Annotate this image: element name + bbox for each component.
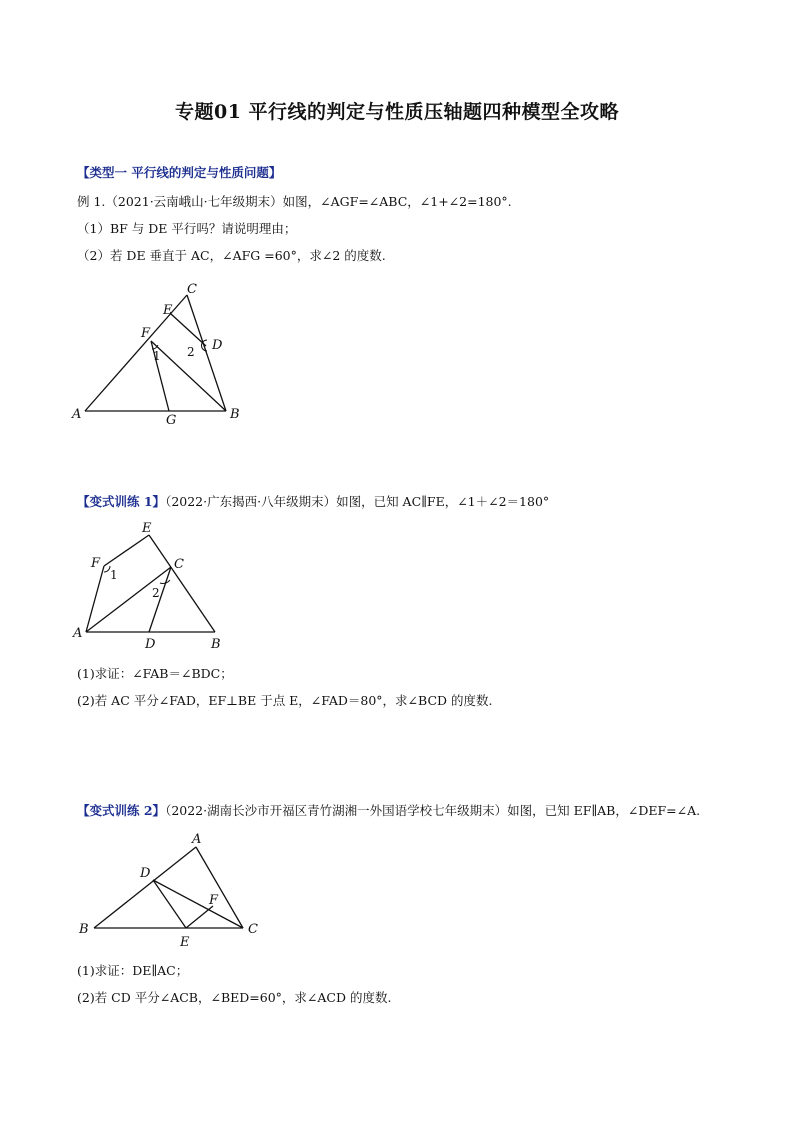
fig2-label-F: F — [91, 556, 101, 571]
figure-1 — [71, 282, 240, 428]
fig3-label-F: F — [209, 893, 219, 908]
fig2-angle-1: 1 — [110, 568, 118, 582]
fig1-label-C: C — [187, 282, 197, 297]
fig2-label-D: D — [145, 637, 156, 652]
fig3-label-D: D — [140, 866, 151, 881]
fig1-label-D: D — [212, 338, 223, 353]
variant1-statement — [77, 492, 549, 510]
variant2-tag: 【变式训练 2】 — [77, 803, 166, 818]
fig1-angle-1: 1 — [153, 349, 161, 363]
fig1-label-E: E — [163, 303, 173, 318]
fig1-label-A: A — [72, 407, 82, 422]
fig2-label-B: B — [211, 637, 221, 652]
fig2-label-C: C — [174, 557, 184, 572]
fig1-angle-2: 2 — [187, 345, 195, 359]
variant1-question1: (1)求证：∠FAB＝∠BDC； — [77, 666, 233, 681]
figure-3 — [78, 832, 258, 950]
variant2-statement — [77, 801, 700, 819]
fig2-label-E: E — [142, 521, 152, 536]
variant1-tag: 【变式训练 1】 — [77, 494, 166, 509]
fig1-label-F: F — [141, 326, 151, 341]
variant2-text: （2022·湖南长沙市开福区青竹湖湘一外国语学校七年级期末）如图，已知 EF∥AB，∠DEF=∠A. — [165, 803, 701, 818]
fig3-label-E: E — [180, 935, 190, 950]
fig1-label-B: B — [230, 407, 240, 422]
fig2-angle-2: 2 — [152, 586, 160, 600]
fig2-label-A: A — [73, 626, 83, 641]
fig1-label-G: G — [166, 413, 177, 428]
variant1-text: （2022·广东揭西·八年级期末）如图，已知 AC∥FE，∠1＋∠2＝180° — [165, 494, 550, 509]
variant1-question2: (2)若 AC 平分∠FAD，EF⊥BE 于点 E，∠FAD＝80°，求∠BCD 的度数. — [77, 693, 493, 708]
example1-question2: （2）若 DE 垂直于 AC，∠AFG =60°，求∠2 的度数. — [77, 248, 386, 263]
figure-2 — [72, 521, 221, 652]
fig3-label-C: C — [248, 922, 258, 937]
example1-question1: （1）BF 与 DE 平行吗？请说明理由； — [77, 221, 297, 236]
section-heading: 【类型一 平行线的判定与性质问题】 — [77, 165, 282, 180]
fig3-label-A: A — [192, 832, 202, 847]
variant2-question2: (2)若 CD 平分∠ACB，∠BED=60°，求∠ACD 的度数. — [77, 990, 392, 1005]
fig3-label-B: B — [79, 922, 89, 937]
example1-statement: 例 1.（2021·云南峨山·七年级期末）如图，∠AGF=∠ABC，∠1+∠2=180°. — [77, 194, 512, 209]
page-title: 专题01 平行线的判定与性质压轴题四种模型全攻略 — [174, 101, 620, 123]
variant2-question1: (1)求证：DE∥AC； — [77, 963, 189, 978]
